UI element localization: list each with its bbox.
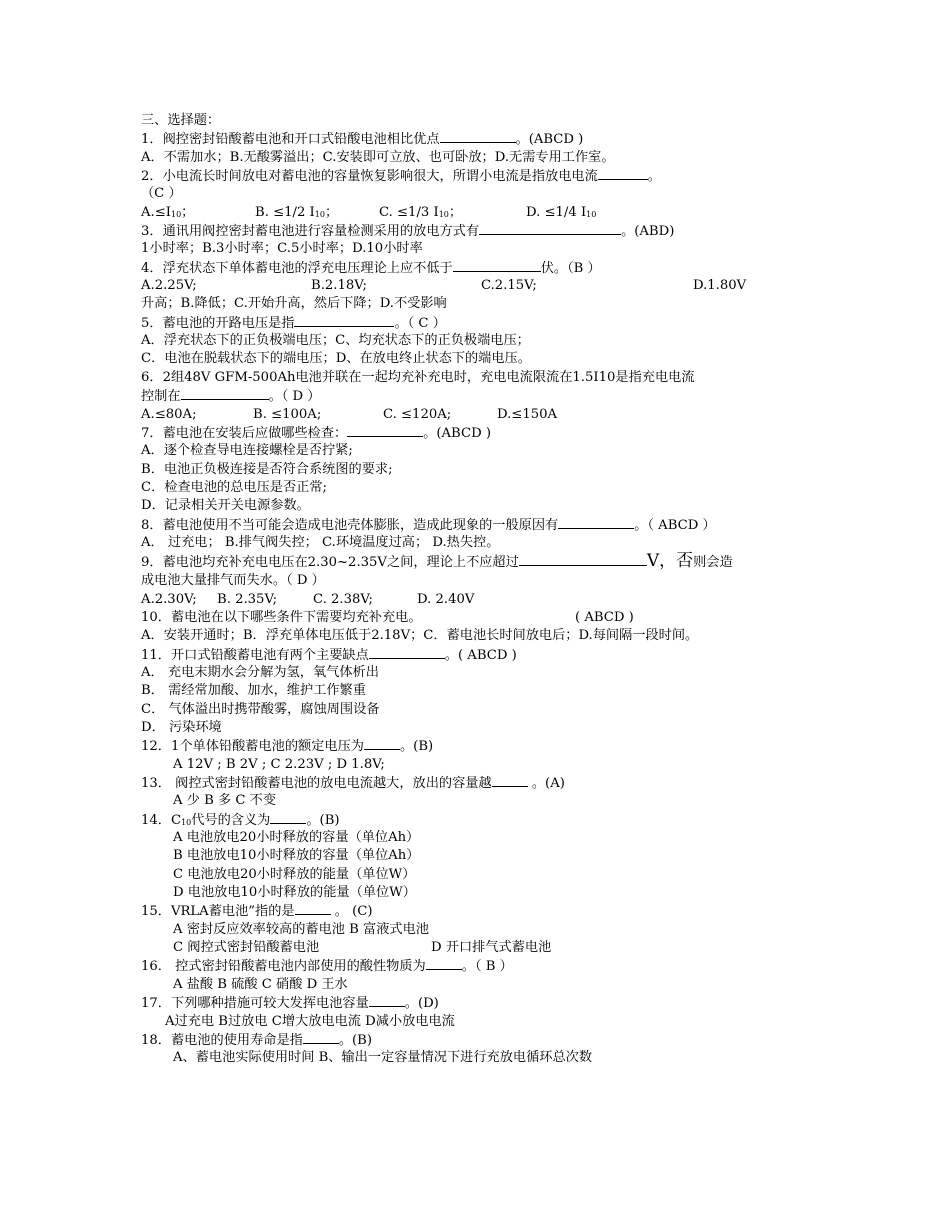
question-14-option-c: C 电池放电20小时释放的能量（单位W） [173,866,416,882]
question-4-options-2: 升高；B.降低；C.开始升高，然后下降；D.不受影响 [141,296,447,312]
question-15-options-2: C 阀控式密封铅酸蓄电池 D 开口排气式蓄电池 [173,940,552,956]
question-2-options: $A.\le I_{10}$； B. ≤1/2 $I_{10}$； C. ≤1/3 $I_{10}$； D. ≤1/4 $I_{10}$ [141,204,597,220]
question-14-option-b: B 电池放电10小时释放的容量（单位Ah） [173,848,420,864]
question-17: 17．下列哪种措施可较大发挥电池容量 。(D) [141,996,439,1012]
question-2: 2．小电流长时间放电对蓄电池的容量恢复影响很大，所谓小电流是指放电电流 。 [141,169,661,185]
question-11-option-a: A． 充电末期水会分解为氢，氧气体析出 [141,664,379,680]
question-14-option-d: D 电池放电10小时释放的能量（单位W） [173,885,416,901]
answer-blank [453,259,541,272]
question-18-options: A、蓄电池实际使用时间 B、输出一定容量情况下进行充放电循环总次数 [173,1050,593,1066]
question-6: 6．2组48V GFM-500Ah电池并联在一起均充补充电时，充电电流限流在1.5Ⅰ10是指充电电流 [141,369,695,385]
question-2-answer: （C ） [141,186,182,202]
question-7: 7．蓄电池在安装后应做哪些检查： 。(ABCD ) [141,425,491,441]
question-3: 3．通讯用阀控密封蓄电池进行容量检测采用的放电方式有 。(ABD) [141,224,675,240]
question-4: 4．浮充状态下单体蓄电池的浮充电压理论上应不低于 伏。（B ） [141,260,601,276]
question-16-options: A 盐酸 B 硫酸 C 硝酸 D 王水 [173,976,348,992]
question-10: 10．蓄电池在以下哪些条件下需要均充补充电。 ( ABCD ) [141,609,634,625]
question-7-option-d: D．记录相关开关电源参数。 [141,498,310,514]
question-17-options: A过充电 B过放电 C增大放电电流 D减小放电电流 [165,1013,455,1029]
question-3-options: 1小时率；B.3小时率；C.5小时率；D.10小时率 [141,241,423,257]
answer-blank [369,646,445,659]
question-11: 11．开口式铅酸蓄电池有两个主要缺点 。( ABCD ) [141,647,517,663]
question-7-option-a: A．逐个检查导电连接螺栓是否拧紧; [141,443,353,459]
question-12-options: A 12V ; B 2V ; C 2.23V ; D 1.8V; [173,756,385,772]
question-14-option-a: A 电池放电20小时释放的容量（单位Ah） [173,830,420,846]
question-13: 13． 阀控式密封铅酸蓄电池的放电电流越大，放出的容量越 。(A) [141,776,565,792]
question-15-options-1: A 密封反应效率较高的蓄电池 B 富液式电池 [173,921,429,937]
question-11-option-c: C． 气体溢出时携带酸雾，腐蚀周围设备 [141,701,380,717]
answer-blank [294,314,394,327]
question-14: 14．$C_{10}$代号的含义为 。(B) [141,812,340,828]
question-8: 8．蓄电池使用不当可能会造成电池壳体膨胀，造成此现象的一般原因有 。（ ABCD ） [141,517,716,533]
answer-blank [295,902,331,915]
question-9-cont: 成电池大量排气而失水。（ D ） [141,573,325,589]
question-1-options: A．不需加水；B.无酸雾溢出；C.安装即可立放、也可卧放；D.无需专用工作室。 [141,149,615,165]
question-1: 1．阀控密封铅酸蓄电池和开口式铅酸电池相比优点 。(ABCD ) [141,132,584,148]
answer-blank [270,811,306,824]
question-11-option-b: B． 需经常加酸、加水，维护工作繁重 [141,683,366,699]
answer-blank [426,957,462,970]
answer-blank [303,1031,339,1044]
question-4-options: A.2.25V; B.2.18V; C.2.15V; D.1.80V [141,278,747,294]
question-7-option-c: C．检查电池的总电压是否正常; [141,479,327,495]
question-9: 9．蓄电池均充补充电电压在2.30~2.35V之间，理论上不应超过 V，否则会造 [141,551,733,572]
question-10-options: A．安装开通时；B．浮充单体电压低于2.18V；C．蓄电池长时间放电后；D.每间隔一段时间。 [141,628,699,644]
question-11-option-d: D． 污染环境 [141,720,222,735]
question-5-options-1: A．浮充状态下的正负极端电压；C、均充状态下的正负极端电压； [141,333,530,349]
question-6-options: A.≤80A; B. ≤100A; C. ≤120A; D.≤150A [141,406,558,422]
question-5-options-2: C．电池在脱载状态下的端电压；D、在放电终止状态下的端电压。 [141,351,531,367]
question-13-options: A 少 B 多 C 不变 [173,793,277,809]
answer-blank [598,167,648,180]
answer-blank [364,737,400,750]
question-12: 12．1个单体铅酸蓄电池的额定电压为 。(B) [141,739,434,755]
question-7-option-b: B．电池正负极连接是否符合系统图的要求; [141,461,393,477]
question-9-options: A.2.30V; B. 2.35V; C. 2.38V; D. 2.40V [141,591,475,607]
answer-blank [181,387,269,400]
answer-blank [369,994,405,1007]
answer-blank [558,516,634,529]
question-16: 16． 控式密封铅酸蓄电池内部使用的酸性物质为 。（ B ） [141,959,513,975]
answer-blank [519,553,647,566]
question-5: 5．蓄电池的开路电压是指 。（ C ） [141,315,446,331]
section-title: 三、选择题： [141,113,221,128]
answer-blank [440,130,516,143]
question-6-cont: 控制在 。（ D ） [141,389,321,405]
question-18: 18．蓄电池的使用寿命是指 。(B) [141,1032,373,1048]
answer-blank [347,424,423,437]
answer-blank [479,222,621,235]
question-8-options: A． 过充电； B.排气阀失控； C.环境温度过高； D.热失控。 [141,534,500,550]
question-15: 15．VRLA蓄电池”指的是 。 (C) [141,904,373,920]
answer-blank [492,774,528,787]
question-list [141,112,831,1068]
